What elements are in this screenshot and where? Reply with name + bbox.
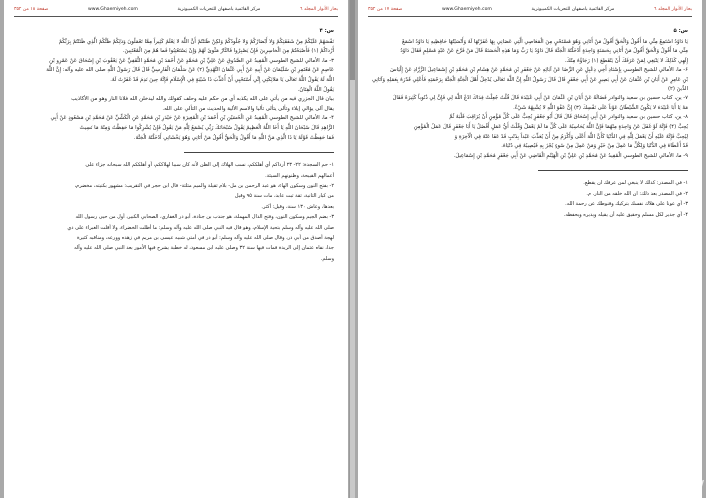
- paragraph: بيان قال الجزري فيه من يأتي على الله يكذبه أي من حكم عليه وحلف كقولك والله ليدخلن الله فلانا النار وهو من الأكاذيب: [71, 96, 334, 103]
- footnote: بعدها، وعاش ۱۳۰ سنة، وقيل: أكثر.: [261, 203, 334, 210]
- paragraph: لِيُحِبَّ فَإِنَّهُ عَلَيْهِ أَنْ يَعْمَلَ لِلَّهِ فِي الدُّنْيَا كَأَنَّ اللَّهَ أَعْلَى وَأَكْرَمُ مِنْ أَنْ يُعَذِّبَ عَبْداً بِذَنْبٍ قَدْ عَفَا عَنْهُ فِي الْآخِرَةِ وَ: [454, 133, 688, 140]
- paragraph: نَفْسَهُمْ عَلَيْكُمْ مِنْ شَفَقَتِكُمْ وَلا أَبْصَارُكُمْ وَلا جُلُودُكُمْ وَلكِنْ ظَنَنْتُمْ أَنَّ اللَّهَ لا يَعْلَمُ كَثِيراً مِمَّا تَعْمَلُونَ وَذلِكُمْ ظَنُّكُمُ الَّذِي ظَنَنْتُمْ بِرَبِّكُمْ: [58, 38, 334, 45]
- footnote: ۴- أي جدير لكل مسلم وحقيق عليه أن يقيله ويديره ويحفظه.: [563, 211, 688, 218]
- header-site: www.Ghaemiyeh.com: [87, 7, 138, 12]
- section-number: س: ۵: [673, 28, 688, 34]
- scrollbar-thumb[interactable]: [350, 0, 355, 80]
- paragraph: قَدْ أَعْطَاهُ فِي الدُّنْيَا وَلِكُلِّ مَا عَمِلَ مِنْ خَيْرٍ وَمَنْ عَمِلَ مِنْ سُوءٍ يُجْزَ بِهِ فَيُصِيبُهُ فِي دُنْيَاهُ.: [501, 143, 688, 150]
- footnote: جدا، نفاه عثمان إلى الربذة فمات فيها سنة ۳۲ وصلى عليه ابن مسعود، له خطبة يشرح فيها الأمور بعد النبي صلى الله عليه وآله: [74, 245, 334, 252]
- header-page-label: صفحة ۱۷ من ۳۵۲: [368, 7, 403, 12]
- paragraph: ۸- ين، كتاب حسين بن سعيد والنوادر عَنْ أَبِي إِسْحَاقَ قَالَ قَالَ أَبُو جَعْفَرٍ يُحِبُّ عَلَى كُلِّ مُؤْمِنٍ أَنْ يُرَاقِبَ قَلْبَهُ ثُمَّ: [449, 114, 688, 121]
- paragraph: مِنِّي مَا أَقُولُ وَالْحَقَّ أَقُولُ مَنْ أَتَانِي بِحَسَنَةٍ وَاحِدَةٍ أَدْخَلْتُهُ الْجَنَّةَ قَالَ دَاوُدُ يَا رَبِّ وَمَا هَذِهِ الْحَسَنَةُ قَالَ مَنْ فَرَّجَ عَنْ عَبْدٍ مُسْلِمٍ فَقَالَ دَاوُدُ: [400, 48, 688, 55]
- paragraph: أَرْداكُمْ (۱) فَأَصْبَحْتُمْ مِنَ الْخاسِرِينَ فَإِنْ يَصْبِرُوا فَالنَّارُ مَثْوىً لَهُمْ وَإِنْ يَسْتَعْتِبُوا فَما هُمْ مِنَ الْمُعْتَبِينَ.: [122, 48, 334, 55]
- page-right: [358, 0, 702, 498]
- footnote: ۲- في المصدر بعد ذلك: ان الله خلقه من النار. م.: [586, 190, 688, 197]
- paragraph: يَا دَاوُدُ اسْتَمِعْ مِنِّي مَا أَقُولُ وَالْحَقَّ أَقُولُ مَنْ أَتَانِي وَهُوَ مُسْتَحْيٍ مِنَ الْمَعَاصِي الَّتِي عَصَانِي بِهَا غَفَرْتُهَا لَهُ وَأَنْسَيْتُهَا حَافِظِيهِ يَا دَاوُدُ اسْمَعْ: [402, 38, 688, 45]
- paragraph: عَاصِمٍ عَنْ مُعْتَمِرِ بْنِ سُلَيْمَانَ عَنْ أَبِيهِ عَنْ أَبِي عُثْمَانَ النَّهْدِيِّ (۲) عَنْ سَلْمَانَ الْفَارِسِيِّ قَالَ قَالَ رَسُولُ اللَّهِ صلى الله عليه وآله: إِنَّ اللَّهَ: [46, 67, 334, 74]
- footnote-separator: [538, 170, 688, 171]
- footnote: ۱- حم السجدة: ۲۲- ۲۳ أرداكم أي أهلككم، نسب الهلاك إلى الظن لأنه كان سببا لهلاككم، أو أهلككم الله سبحانه جزاء على: [85, 162, 334, 169]
- paragraph: إِلَهِي كَذَلِكَ لا يَنْبَغِي لِمَنْ عَرَفَكَ أَنْ يَنْقَطِعَ (۱) رَجَاؤُهُ مِنْكَ.: [564, 57, 688, 64]
- page-body: [358, 17, 702, 220]
- header-page-label: صفحة ۱۸ من ۳۵۲: [14, 7, 49, 12]
- footnotes: [372, 179, 688, 220]
- footnote: ۱- في المصدر: كذلك لا ينبغي لمن عرفك ان يقطع.: [583, 180, 688, 187]
- paragraph: فَمَا حَفِظْتُ قَوْلَهُ يَا ذَا الَّذِي مَنَّ اللَّهِ مَا أَقُولُ وَالْحَقُّ أَقُولُ مَنْ أَتَانِي وَهُوَ يَخْشَانِي أَدْخَلْتُهُ الْجَنَّةَ.: [133, 134, 334, 141]
- paragraph: ۴- ما، الأمالي للشيخ الطوسي الْمُفِيدُ عَنِ الْحُسَيْنِ بْنِ أَحْمَدَ بْنِ الْمُغِيرَةِ عَنْ حَيْدَرِ بْنِ مُحَمَّدٍ عَنِ الْكَشِّيِّ عَنْ مُحَمَّدِ بْنِ مَسْعُودٍ عَنْ أَبِي: [50, 115, 334, 122]
- paragraph: يَقُولُ اللَّهُ الْفِتَانُ.: [297, 86, 334, 93]
- page-header: [368, 4, 692, 17]
- header-center: مركز القائمية باصفهان للتحريات الكمبيوترية: [531, 7, 615, 12]
- activate-windows-watermark: Activate W: [632, 477, 704, 494]
- footnote-separator: [184, 152, 334, 153]
- footnotes: [18, 161, 334, 264]
- scrollbar[interactable]: [349, 0, 355, 498]
- paragraph: مَهْ يَا أَبَا عُبَيْدَةَ لا يَكُونُ الشَّيْطَانُ عَوْناً عَلَى نَفْسِكَ (۳) إِنَّ عَفْوَ اللَّهِ لا يُشْبِهُهُ شَيْءٌ.: [513, 104, 688, 111]
- footnote: أعمالهم القبيحة، وظنونهم السيئة.: [265, 172, 334, 179]
- header-site: www.Ghaemiyeh.com: [441, 7, 492, 12]
- header-title: بحار الأنوار المجلد ٦: [300, 7, 338, 12]
- page-body: [4, 17, 348, 264]
- footnote: لهجة أصدق من أبي ذر، وقال صلى الله عليه وآله وسلم: أبو ذر في أمتي شبيه عيسى بن مريم في زهده وورعه، ومناقبه كثيرة: [76, 234, 334, 241]
- page-header: [14, 4, 338, 17]
- paragraph: ۹- ما، الأمالي للشيخ الطوسي الْمُفِيدُ عَنْ مُحَمَّدِ بْنِ عَلِيِّ بْنِ الْهَيْثَمِ الْقَاضِي عَنْ أَبِي جَعْفَرٍ مُحَمَّدِ بْنِ إِسْمَاعِيلَ.: [453, 152, 688, 159]
- header-title: بحار الأنوار المجلد ٦: [654, 7, 692, 12]
- paragraph: الزَّاهِدِ قَالَ سُبْحَانَ اللَّهِ يَا أَخَا اللَّهُ الْعَظِيمُ يَقُولُ سُبْحَانَكَ رَبِّي يُسْمَعُ لِلَّهِ مَنْ يَقُولُ فَإِنْ يُشْرِكُوا مَا حَفِظْتُ وَمِنْهُ مَا نَسِيتُ: [79, 124, 334, 131]
- paragraph: بْنِ عَامِرٍ عَنْ أَبَانِ بْنِ عُثْمَانَ عَنْ أَبِي بَصِيرٍ عَنْ أَبِي جَعْفَرٍ قَالَ قَالَ رَسُولُ اللَّهِ إِنَّ اللَّهَ تَعَالَى يُدْخِلُ أَهْلَ الْجَنَّةِ الْجَنَّةَ بِرَحْمَتِهِ فَأَعْلِي قَدْرَهُ بِعَمَلِهِ وَآتَانِي الدِّينَ (۲): [372, 76, 688, 92]
- paragraph: يقال آلى يؤالي إيلاء وتألى يتألى تأليا والاسم الألية والحديث من التألي على الله.: [162, 105, 334, 112]
- paragraph: ۷- ين، كتاب حسين بن سعيد والنوادر فَضَالَةُ عَنْ أَبَانِ بْنِ عُثْمَانَ عَنْ أَبِي عُبَيْدَةَ قَالَ قُلْتُ جُعِلْتُ فِدَاكَ ادْعُ اللَّهَ لِي فَإِنَّ لِي ذُنُوباً كَثِيرَةً فَقَالَ: [392, 95, 688, 102]
- paragraph: اللَّهَ لَهُ يَقُولُ اللَّهُ تَعَالَى يَا مَلائِكَتِي إِنِّي أَسْتَحْيِي أَنْ أُعَذِّبَ ذَا شَيْبَةٍ فِي الْإِسْلَامِ فَإِنَّهُ حِينَ نَدِمَ قَدْ غَفَرْتُ لَهُ.: [110, 76, 334, 83]
- page-left: [4, 0, 348, 498]
- footnote: ۲- بفتح النون وسكون الهاء، هو عبد الرحمن بن مل- بلام ثقيلة والميم مثلثة- قال ابن حجر في التقريب: مشهور بكنيته، مخضرم،: [74, 182, 334, 189]
- paragraph: يُحِبَّ (۴) فَإِنَّهُ لَوْ غَفَلَ عَنْ وَاحِدَةٍ مِنْهُمَا فَإِنَّ اللَّهَ يُحَاسِبُهُ عَلَى كُلِّ مَا لَمْ يَعْمَلْ وَقُلْتُ أَيُّ عَمَلٍ أَفْضَلُ يَا أَبَا جَعْفَرٍ قَالَ عَمَلُ الْمُؤْمِنِ: [413, 123, 688, 130]
- footnote: ۳- أي عونا على هلاك نفسك بتركيك وقنوطك عن رحمة الله.: [565, 201, 688, 208]
- footnote: وسلم.: [320, 255, 334, 262]
- footnote: صلى الله عليه وآله وسلم بتحية الإسلام، وهو قال فيه النبي صلى الله عليه وآله وسلم: ما أظلت الخضراء، ولا أقلت الغبراء على ذي: [67, 224, 334, 231]
- header-center: مركز القائمية باصفهان للتحريات الكمبيوترية: [177, 7, 261, 12]
- footnote: من كبار الثانية، ثقة ثبت عابد، مات سنة ۹۵ وقيل: [234, 193, 334, 200]
- section-number: س: ۴: [319, 28, 334, 34]
- paragraph: ۳- ما، الأمالي للشيخ الطوسي الْمُفِيدُ عَنِ الصَّدُوقِ عَنْ عَلِيِّ بْنِ مُحَمَّدٍ عَنْ أَحْمَدَ بْنِ مُحَمَّدٍ الثَّقَفِيِّ عَنْ يَعْقُوبَ بْنِ إِسْحَاقَ عَنْ عَمْرِو بْنِ: [49, 57, 334, 64]
- paragraph: ۶- ما، الأمالي للشيخ الطوسي بِإِسْنَادِ أَخِي دِعْبِلٍ عَنِ الرِّضَا عَنْ آبَائِهِ عَنْ جَعْفَرِ بْنِ مُحَمَّدٍ عَنْ هِشَامِ بْنِ مُحَمَّدِ بْنِ إِسْمَاعِيلَ الزَّرَّادِ عَنْ إِلْيَاسَ: [390, 67, 688, 74]
- footnote: ۳- بضم الجيم وسكون النون، وفتح الدال المهملة، هو جندب بن جنادة، أبو ذر الغفاري، الصحابي الكبير، أول من حيى رسول الله: [75, 214, 334, 221]
